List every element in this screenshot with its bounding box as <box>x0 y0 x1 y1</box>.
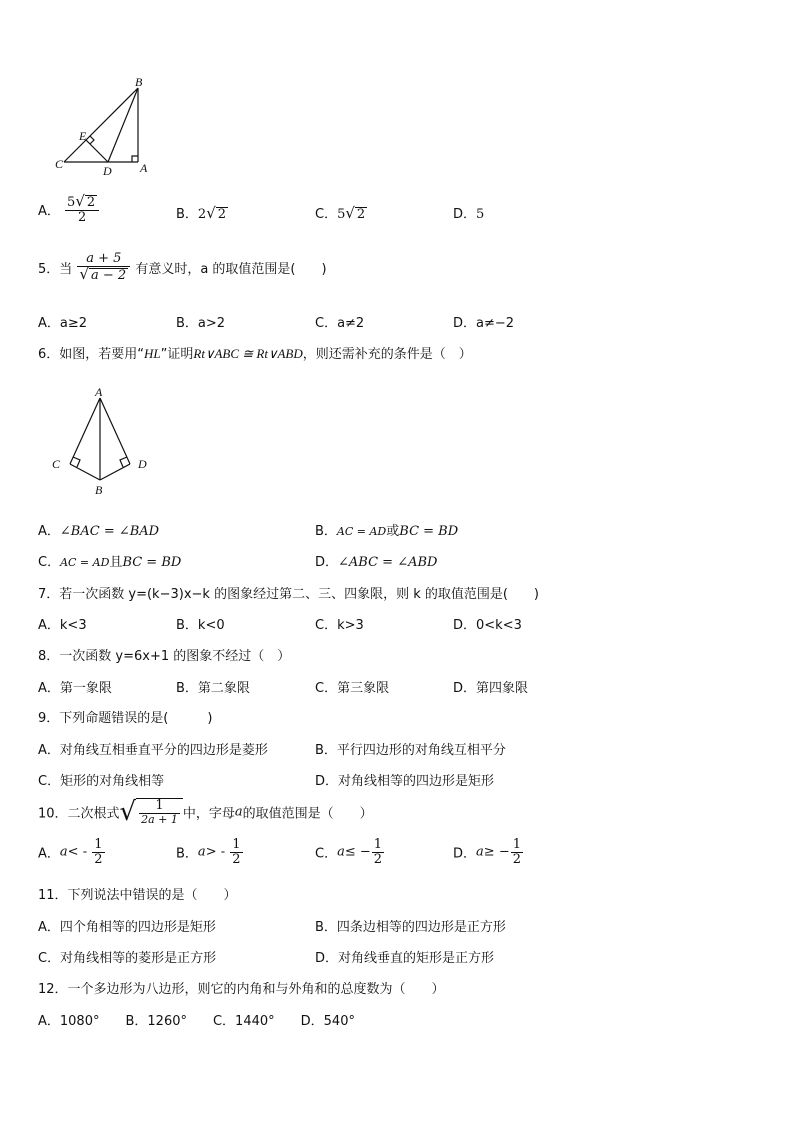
q6-option-b-label: B． <box>315 524 337 539</box>
q6-option-c-math1: AC = AD <box>60 556 110 569</box>
fig1-label-a: A <box>140 161 148 175</box>
fig1-label-b: B <box>135 76 143 89</box>
q6-option-a <box>38 520 159 539</box>
fig2-label-a: A <box>95 386 103 399</box>
q6-mid: ”证明 <box>160 347 194 362</box>
q5-prefix: 5．当 <box>38 261 73 277</box>
q11-option-c: C．对角线相等的菱形是正方形 <box>38 951 217 966</box>
q5-stem <box>38 252 327 283</box>
q8-option-d: D．第四象限 <box>453 681 529 696</box>
q11-option-b: B．四条边相等的四边形是正方形 <box>315 920 506 935</box>
q10-option-c: C．a≤ − $\frac{1}{2}$ <box>315 837 383 867</box>
q4-a-num: 5 <box>67 195 76 210</box>
q5-num: a + 5 <box>77 252 130 267</box>
q6-option-b <box>315 520 458 539</box>
q4-c-coef: 5 <box>337 207 346 222</box>
q7-option-b: B．k<0 <box>176 618 225 633</box>
q10-pre: 10．二次根式 <box>38 806 120 822</box>
fig1-label-c: C <box>55 157 64 171</box>
figure-q4-triangle <box>52 76 162 178</box>
fig2-label-d: D <box>138 457 147 471</box>
q6-option-a-math: ∠BAC = ∠BAD <box>59 524 160 539</box>
q4-option-b-label: B． <box>176 207 198 222</box>
fig2-label-b: B <box>95 483 103 497</box>
q9-stem: 9．下列命题错误的是( ) <box>38 711 213 726</box>
q7-option-d: D．0<k<3 <box>453 618 522 633</box>
q8-option-b: B．第二象限 <box>176 681 250 696</box>
q10-option-a: A．a< - $\frac{1}{2}$ <box>38 837 103 867</box>
q6-option-d-math: ∠ABC = ∠ABD <box>338 555 438 570</box>
q12-options: A．1080° B．1260° C．1440° D．540° <box>38 1014 355 1029</box>
q7-option-a: A．k<3 <box>38 618 87 633</box>
q11-option-d: D．对角线垂直的矩形是正方形 <box>315 951 495 966</box>
q10-den: 2a + 1 <box>141 813 178 827</box>
q5-option-a: A．a≥2 <box>38 316 88 331</box>
fig1-label-d: D <box>103 164 112 178</box>
q10-option-d: D．a≥ − $\frac{1}{2}$ <box>453 837 521 867</box>
q6-option-b-or: 或 <box>386 524 400 539</box>
fig1-label-e: E <box>79 129 87 143</box>
q5-suffix: 有意义时，a 的取值范围是( ) <box>135 261 327 277</box>
q6-option-d <box>315 551 437 570</box>
q4-d-val: 5 <box>476 207 485 222</box>
q6-option-a-label: A． <box>38 524 60 539</box>
q6-option-c-label: C． <box>38 555 61 570</box>
q6-hl: HL <box>144 346 161 361</box>
q4-option-c-label: C． <box>315 207 338 222</box>
q7-stem: 7．若一次函数 y=(k−3)x−k 的图象经过第二、三、四象限，则 k 的取值范围是( ) <box>38 587 540 602</box>
q10-post-b: 的取值范围是（ ） <box>242 806 373 822</box>
q6-post: ，则还需补充的条件是（ ） <box>302 347 472 362</box>
fig2-label-c: C <box>52 457 61 471</box>
q11-option-a: A．四个角相等的四边形是矩形 <box>38 920 216 935</box>
q6-option-c-math2: BC = BD <box>122 555 182 570</box>
q4-option-d-label: D． <box>453 207 477 222</box>
q8-option-a: A．第一象限 <box>38 681 112 696</box>
q10-radical-body <box>136 798 183 825</box>
q4-b-coef: 2 <box>197 207 207 222</box>
q10-stem: 10．二次根式√ $\frac{1}{2a + 1}$ 中，字母a的取值范围是（ ） <box>38 797 373 827</box>
q10-post-a: 中，字母 <box>182 806 235 822</box>
q6-option-b-math2: BC = BD <box>399 524 459 539</box>
q9-option-d: D．对角线相等的四边形是矩形 <box>315 774 495 789</box>
q6-pre: 6．如图，若要用“ <box>38 347 145 362</box>
q6-option-c-and: 且 <box>109 555 123 570</box>
q6-option-b-math1: AC = AD <box>336 525 387 538</box>
q4-c-rad: 2 <box>356 207 366 222</box>
q7-option-c: C．k>3 <box>315 618 364 633</box>
q12-stem: 12．一个多边形为八边形，则它的内角和与外角和的总度数为（ ） <box>38 982 445 997</box>
q4-option-b: B．2√ 2 <box>176 204 227 222</box>
q5-option-d: D．a≠−2 <box>453 316 515 331</box>
q9-option-b: B．平行四边形的对角线互相平分 <box>315 743 506 758</box>
q6-math: Rt∨ABC ≅ Rt∨ABD <box>193 346 303 361</box>
q11-stem: 11．下列说法中错误的是（ ） <box>38 888 237 903</box>
q5-option-c: C．a≠2 <box>315 316 365 331</box>
q8-option-c: C．第三象限 <box>315 681 390 696</box>
q5-fraction: $\frac{a + 5}{√ a - 2}$ <box>77 252 130 283</box>
q6-option-c <box>38 551 181 570</box>
q4-option-a-label: A． <box>38 203 60 219</box>
q4-option-c: C．5√ 2 <box>315 204 366 222</box>
figure-q6-kite <box>50 386 156 498</box>
q6-option-d-label: D． <box>315 555 339 570</box>
q5-den: a − 2 <box>90 267 127 283</box>
q10-option-b: B．a> - $\frac{1}{2}$ <box>176 837 241 867</box>
q4-option-a <box>38 194 100 225</box>
q10-num: 1 <box>139 799 180 814</box>
q4-a-rad: 2 <box>86 195 96 210</box>
q4-a-den: 2 <box>77 210 87 226</box>
q9-option-c: C．矩形的对角线相等 <box>38 774 165 789</box>
q4-option-a-fraction: $\frac{5√ 2}{2}$ <box>65 194 99 225</box>
q6-stem <box>38 343 472 362</box>
q10-var: a <box>234 804 243 820</box>
q5-option-b: B．a>2 <box>176 316 226 331</box>
q4-option-d <box>453 203 484 222</box>
q4-b-rad: 2 <box>217 207 227 222</box>
q9-option-a: A．对角线互相垂直平分的四边形是菱形 <box>38 743 268 758</box>
q8-stem: 8．一次函数 y=6x+1 的图象不经过（ ） <box>38 649 291 664</box>
